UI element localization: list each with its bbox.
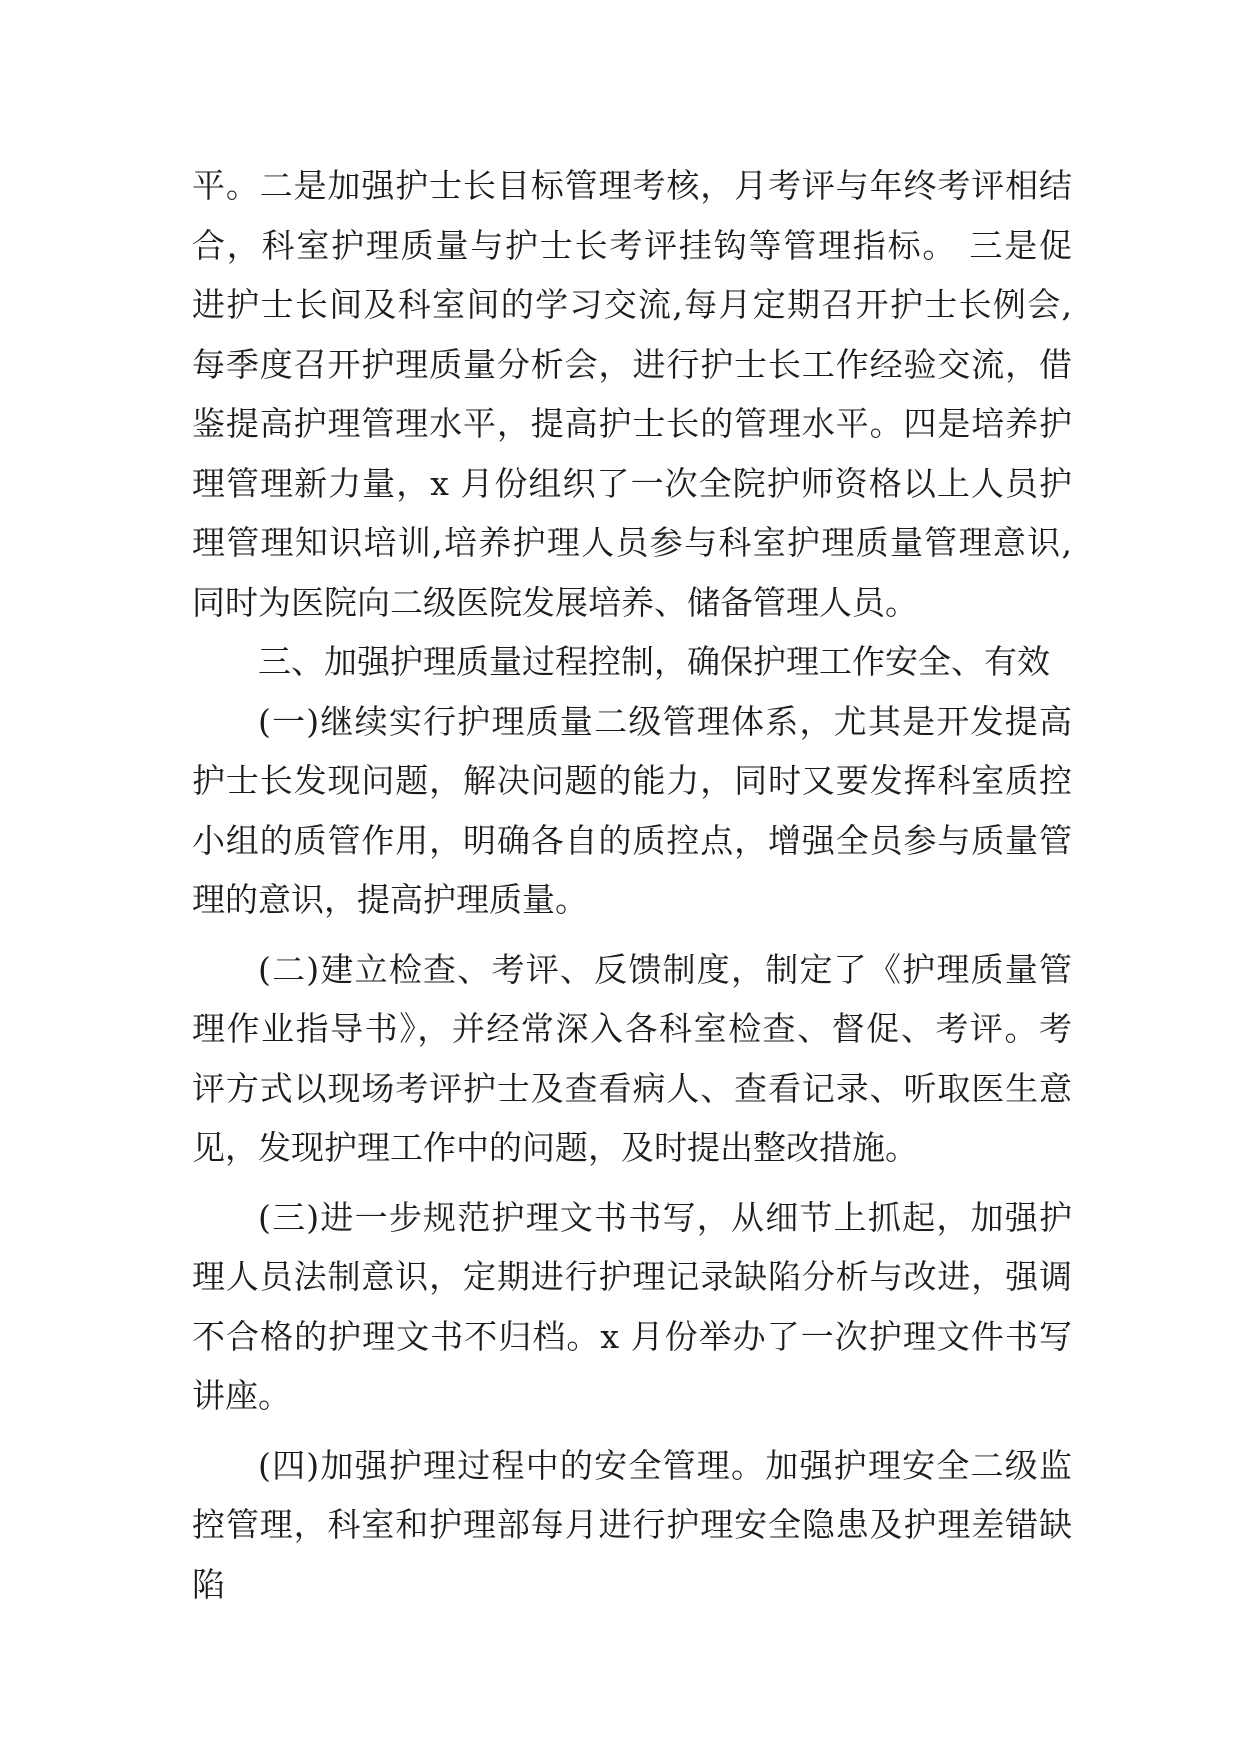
text-line: 理的意识，提高护理质量。 (192, 880, 588, 919)
text-line: (三)进一步规范护理文书书写，从细节上抓起，加强护 (258, 1197, 1072, 1237)
text-line: (二)建立检查、考评、反馈制度，制定了《护理质量管 (258, 949, 1072, 989)
text-line: 控管理，科室和护理部每月进行护理安全隐患及护理差错缺 (192, 1505, 1072, 1544)
heading-line: 三、加强护理质量过程控制，确保护理工作安全、有效 (258, 642, 1050, 681)
text-line: 理管理新力量，x 月份组织了一次全院护师资格以上人员护 (192, 463, 1072, 503)
text-line: 评方式以现场考评护士及查看病人、查看记录、听取医生意 (192, 1068, 1072, 1108)
text-line: 小组的质管作用，明确各自的质控点，增强全员参与质量管 (192, 820, 1072, 860)
text-line: (四)加强护理过程中的安全管理。加强护理安全二级监 (258, 1445, 1072, 1485)
text-line: 讲座。 (192, 1376, 291, 1415)
text-line: 理人员法制意识，定期进行护理记录缺陷分析与改进，强调 (192, 1257, 1072, 1296)
text-line: 陷 (192, 1564, 225, 1604)
text-line: 理作业指导书》，并经常深入各科室检查、督促、考评。考 (192, 1009, 1072, 1048)
text-line: 护士长发现问题，解决问题的能力，同时又要发挥科室质控 (192, 761, 1072, 800)
paragraph-gap (192, 930, 1072, 940)
paragraph-item-1 (192, 692, 1072, 930)
paragraph-1 (192, 156, 1072, 632)
paragraph-gap (192, 1426, 1072, 1436)
text-line: (一)继续实行护理质量二级管理体系，尤其是开发提高 (258, 701, 1072, 741)
text-line: 进护士长间及科室间的学习交流,每月定期召开护士长例会, (192, 285, 1072, 324)
paragraph-item-4 (192, 1436, 1072, 1615)
text-line: 不合格的护理文书不归档。x 月份举办了一次护理文件书写 (192, 1316, 1072, 1356)
paragraph-item-3 (192, 1188, 1072, 1426)
text-line: 每季度召开护理质量分析会，进行护士长工作经验交流，借 (192, 344, 1072, 384)
text-line: 理管理知识培训,培养护理人员参与科室护理质量管理意识, (192, 523, 1072, 562)
text-line: 合，科室护理质量与护士长考评挂钩等管理指标。 三是促 (192, 225, 1072, 265)
text-line: 平。二是加强护士长目标管理考核，月考评与年终考评相结 (192, 166, 1072, 205)
text-line: 见，发现护理工作中的问题，及时提出整改措施。 (192, 1128, 918, 1167)
text-line: 鉴提高护理管理水平，提高护士长的管理水平。四是培养护 (192, 404, 1072, 443)
paragraph-item-2 (192, 940, 1072, 1178)
text-line: 同时为医院向二级医院发展培养、储备管理人员。 (192, 582, 918, 622)
paragraph-gap (192, 1178, 1072, 1188)
document-body (192, 156, 1072, 1614)
section-heading (192, 632, 1072, 692)
